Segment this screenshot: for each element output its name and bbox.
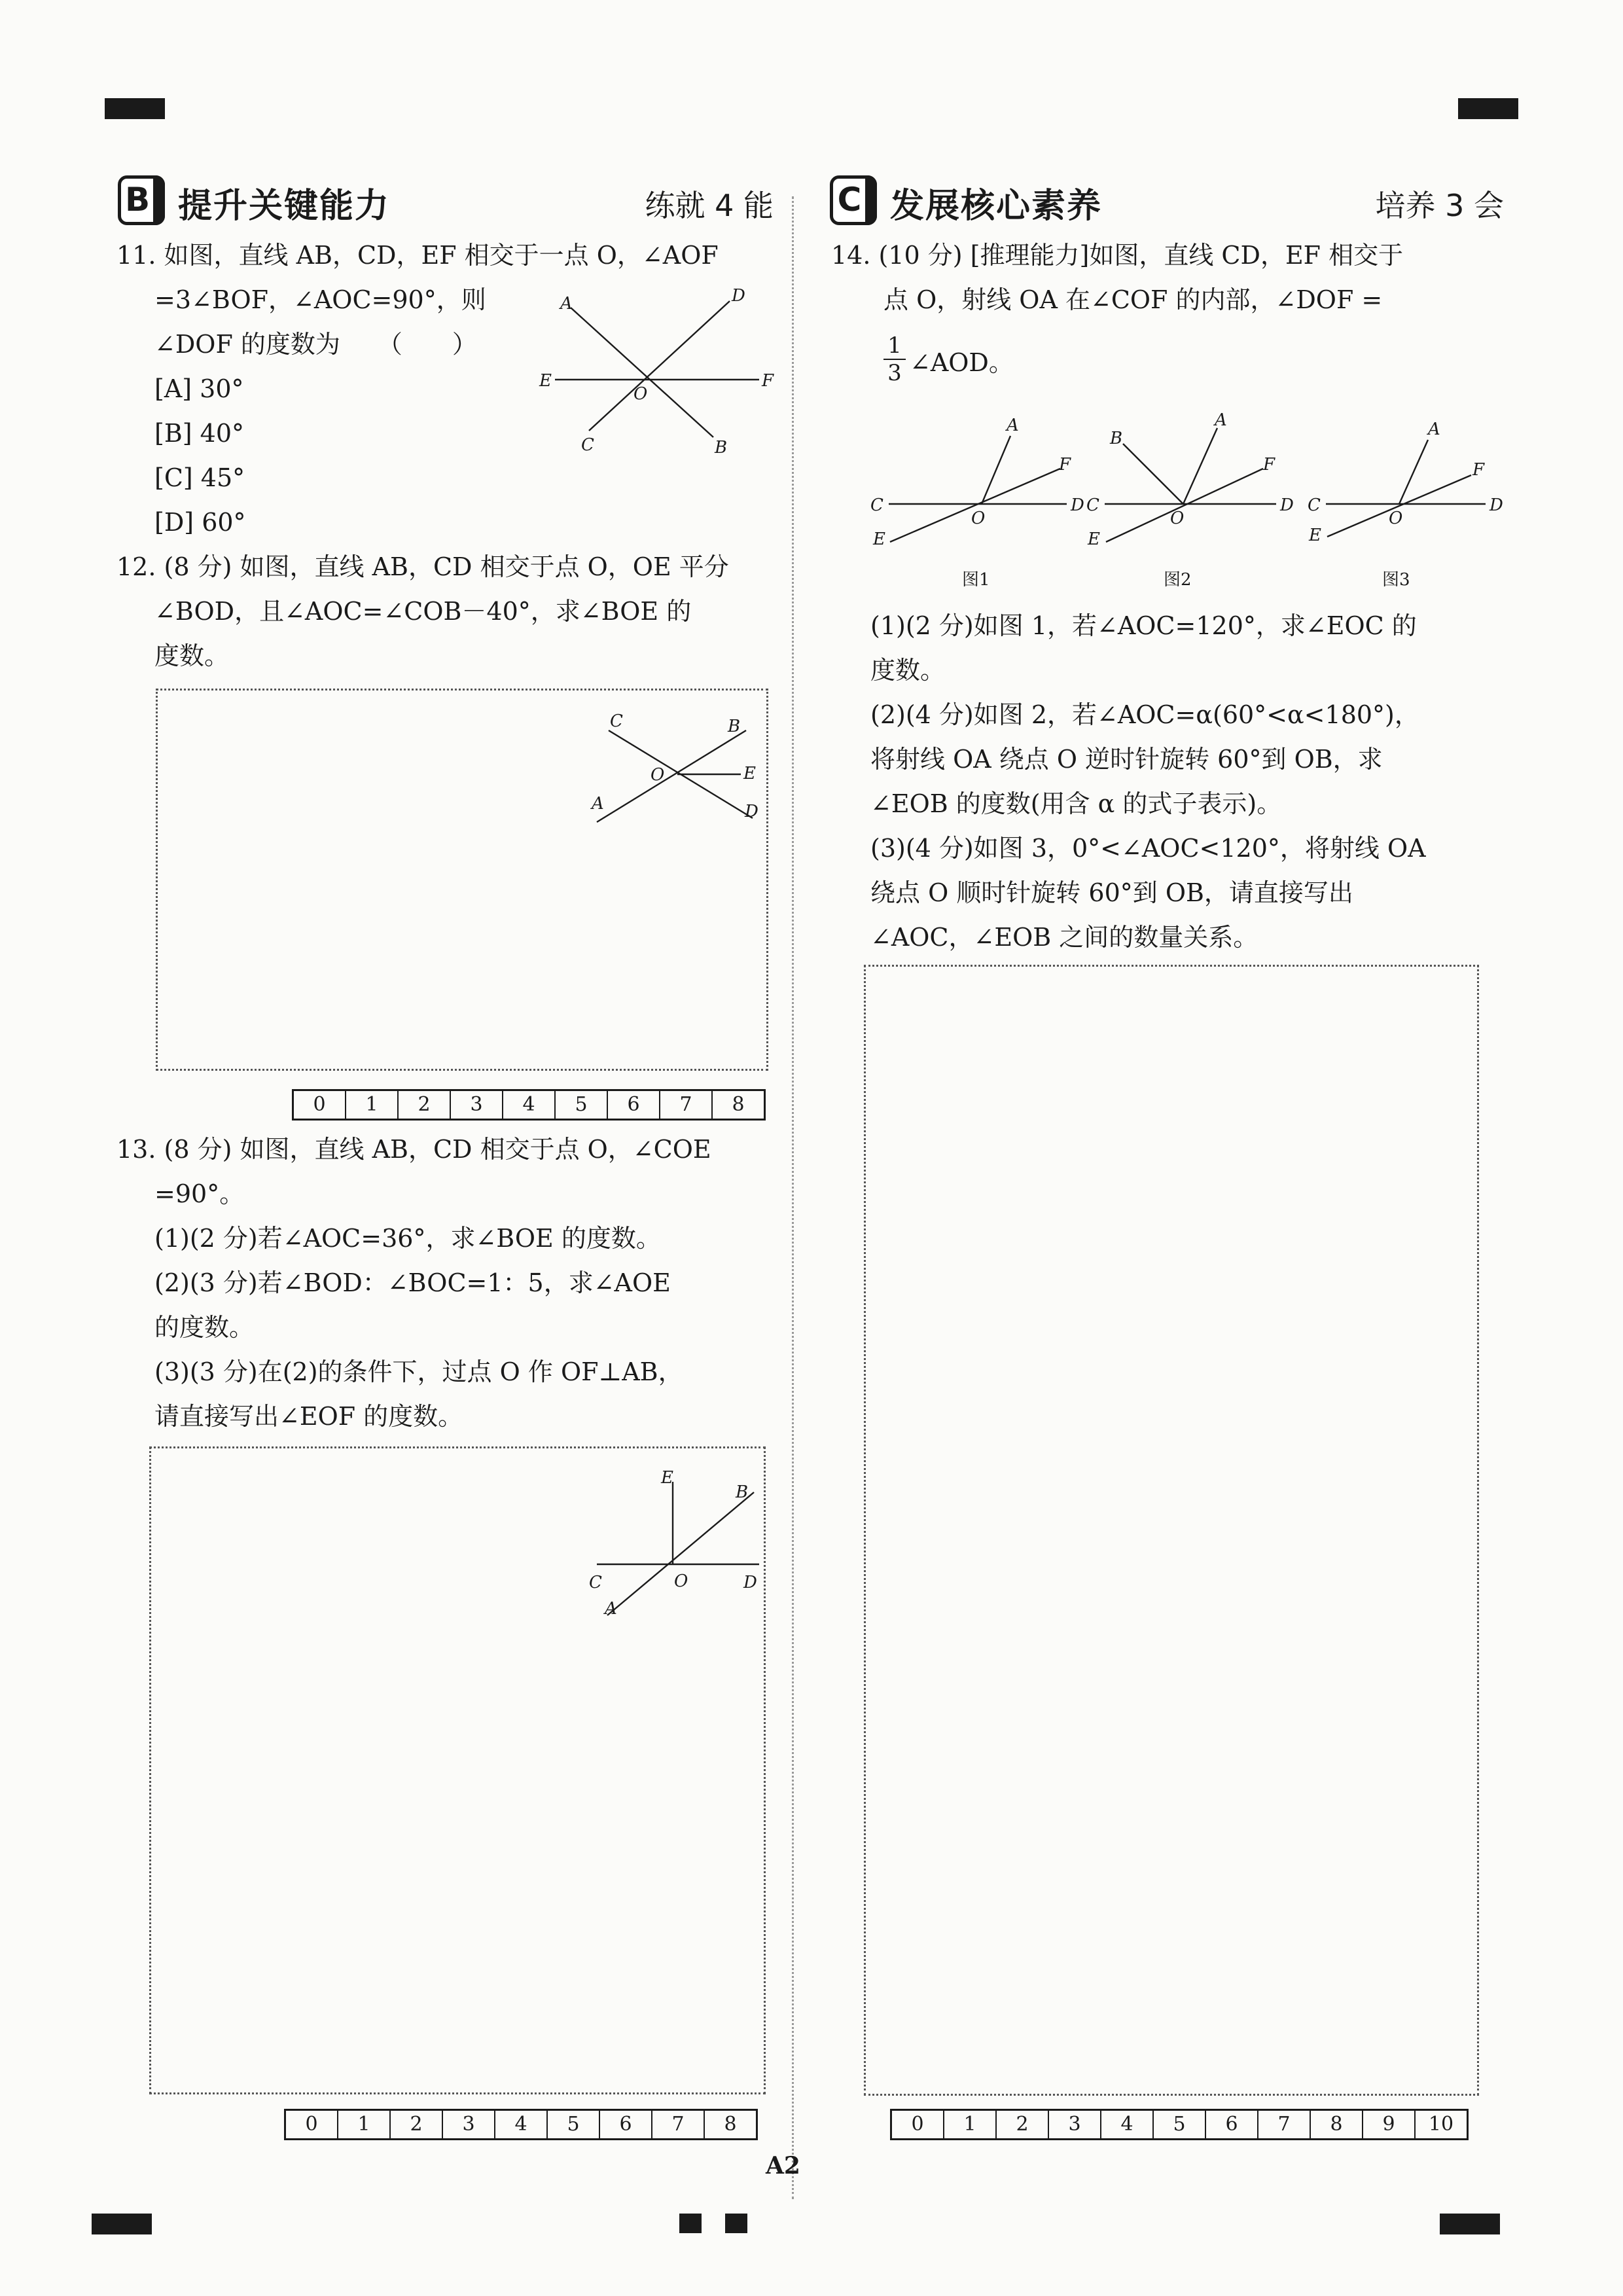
q14-f1-label-a: A bbox=[1007, 416, 1019, 435]
q14-f2-label-f: F bbox=[1263, 455, 1275, 475]
q14-f3-label-c: C bbox=[1308, 495, 1321, 515]
q14-f1-label-e: E bbox=[873, 529, 885, 549]
q14-line-3: ∠AOD。 bbox=[910, 348, 1014, 377]
q14-f2-label-b: B bbox=[1110, 429, 1123, 448]
q14-figure-3-caption: 图3 bbox=[1382, 570, 1410, 590]
score-cell[interactable]: 3 bbox=[443, 2111, 495, 2138]
q11-label-f: F bbox=[762, 371, 774, 391]
q14-line-1: 14. (10 分) [推理能力]如图，直线 CD，EF 相交于 bbox=[831, 241, 1404, 270]
score-cell[interactable]: 4 bbox=[1101, 2111, 1154, 2138]
q14-f1-label-c: C bbox=[870, 495, 883, 515]
q13-line-7: 请直接写出∠EOF 的度数。 bbox=[154, 1402, 463, 1431]
score-cell[interactable]: 8 bbox=[732, 1093, 745, 1116]
q14-f1-label-d: D bbox=[1071, 495, 1084, 515]
q14-f3-label-o: O bbox=[1389, 509, 1403, 528]
q14-f3-label-e: E bbox=[1309, 526, 1321, 545]
registration-mark-bottom-center-2 bbox=[725, 2214, 747, 2233]
q11-figure bbox=[537, 281, 779, 458]
score-cell[interactable]: 7 bbox=[652, 2111, 705, 2138]
section-b-badge: B bbox=[118, 175, 165, 225]
q13-line-2: =90°。 bbox=[154, 1179, 245, 1208]
q14-f2-label-e: E bbox=[1088, 529, 1100, 549]
q14-answer-area[interactable] bbox=[864, 965, 1479, 2096]
q11-option-d: [D] 60° bbox=[154, 508, 246, 537]
score-cell[interactable]: 8 bbox=[724, 2113, 737, 2136]
q13-line-1: 13. (8 分) 如图，直线 AB，CD 相交于点 O，∠COE bbox=[116, 1135, 711, 1164]
q13-score-scale[interactable] bbox=[284, 2109, 758, 2140]
section-c-header bbox=[830, 175, 1504, 228]
section-b-title: 提升关键能力 bbox=[178, 187, 391, 226]
column-divider bbox=[792, 196, 794, 2199]
q14-f3-label-f: F bbox=[1472, 460, 1485, 480]
q11-line-2: =3∠BOF，∠AOC=90°，则 bbox=[154, 285, 486, 314]
score-cell[interactable]: 0 bbox=[294, 1091, 346, 1119]
q14-f2-label-a: A bbox=[1215, 412, 1227, 430]
score-cell[interactable]: 4 bbox=[503, 1091, 556, 1119]
score-cell[interactable]: 8 bbox=[1311, 2111, 1363, 2138]
score-cell[interactable]: 3 bbox=[1049, 2111, 1101, 2138]
score-cell[interactable]: 7 bbox=[660, 1091, 713, 1119]
score-cell[interactable]: 6 bbox=[600, 2111, 652, 2138]
q13-label-o: O bbox=[674, 1571, 688, 1591]
registration-mark-top-right bbox=[1458, 98, 1518, 119]
q14-f1-label-o: O bbox=[971, 509, 986, 528]
registration-mark-bottom-left bbox=[92, 2214, 152, 2234]
page-number: A2 bbox=[766, 2152, 800, 2179]
q11-label-o: O bbox=[633, 384, 648, 404]
registration-mark-top-left bbox=[105, 98, 165, 119]
section-b-header bbox=[118, 175, 774, 228]
q12-label-b: B bbox=[728, 717, 741, 736]
q14-f2-label-c: C bbox=[1086, 495, 1099, 515]
q13-line-4: (2)(3 分)若∠BOD：∠BOC=1：5，求∠AOE bbox=[154, 1268, 671, 1297]
score-cell[interactable]: 5 bbox=[548, 2111, 600, 2138]
registration-mark-bottom-right bbox=[1440, 2214, 1500, 2234]
q11-label-b: B bbox=[715, 438, 728, 457]
q11-label-c: C bbox=[581, 435, 594, 455]
q14-f3-label-d: D bbox=[1489, 495, 1503, 515]
q14-fraction bbox=[883, 332, 906, 386]
q13-figure bbox=[582, 1460, 772, 1630]
q14-score-scale[interactable] bbox=[890, 2109, 1469, 2140]
score-cell[interactable]: 1 bbox=[944, 2111, 997, 2138]
q13-line-5: 的度数。 bbox=[154, 1313, 255, 1342]
registration-mark-bottom-center-1 bbox=[679, 2214, 702, 2233]
q11-line-3: ∠DOF 的度数为 （ ） bbox=[154, 330, 477, 359]
q11-line-1: 11. 如图，直线 AB，CD，EF 相交于一点 O，∠AOF bbox=[116, 241, 719, 270]
score-cell[interactable]: 5 bbox=[556, 1091, 608, 1119]
q14-fraction-numerator: 1 bbox=[883, 332, 906, 360]
score-cell[interactable]: 1 bbox=[338, 2111, 391, 2138]
score-cell[interactable]: 0 bbox=[892, 2111, 944, 2138]
q14-part-2a: (2)(4 分)如图 2，若∠AOC=α(60°<α<180°)， bbox=[870, 700, 1419, 729]
q12-line-1: 12. (8 分) 如图，直线 AB，CD 相交于点 O，OE 平分 bbox=[116, 552, 729, 581]
q12-label-c: C bbox=[610, 711, 623, 731]
q14-figure-2 bbox=[1086, 412, 1302, 596]
q13-label-c: C bbox=[589, 1573, 602, 1592]
q13-label-e: E bbox=[661, 1468, 673, 1488]
q14-f2-label-d: D bbox=[1280, 495, 1294, 515]
q14-f2-label-o: O bbox=[1170, 509, 1185, 528]
q14-figure-2-caption: 图2 bbox=[1164, 570, 1192, 590]
q12-line-2: ∠BOD，且∠AOC=∠COB－40°，求∠BOE 的 bbox=[154, 597, 692, 626]
q12-score-scale[interactable] bbox=[292, 1089, 766, 1121]
section-b-tag: 练就 4 能 bbox=[645, 188, 774, 223]
q13-line-3: (1)(2 分)若∠AOC=36°，求∠BOE 的度数。 bbox=[154, 1224, 661, 1253]
q14-fraction-denominator: 3 bbox=[887, 360, 902, 386]
score-cell[interactable]: 3 bbox=[451, 1091, 503, 1119]
section-c-title: 发展核心素养 bbox=[890, 187, 1103, 226]
score-cell[interactable]: 6 bbox=[1206, 2111, 1258, 2138]
score-cell[interactable]: 9 bbox=[1363, 2111, 1416, 2138]
q14-figure-3 bbox=[1308, 412, 1504, 596]
q14-figure-1 bbox=[870, 412, 1086, 596]
q14-part-2c: ∠EOB 的度数(用含 α 的式子表示)。 bbox=[870, 789, 1282, 818]
score-cell[interactable]: 0 bbox=[286, 2111, 338, 2138]
q12-label-d: D bbox=[745, 802, 758, 821]
score-cell[interactable]: 2 bbox=[997, 2111, 1049, 2138]
q11-label-e: E bbox=[539, 371, 552, 391]
score-cell[interactable]: 5 bbox=[1154, 2111, 1206, 2138]
q11-option-a: [A] 30° bbox=[154, 374, 244, 403]
q13-line-6: (3)(3 分)在(2)的条件下，过点 O 作 OF⊥AB， bbox=[154, 1357, 683, 1386]
q11-option-c: [C] 45° bbox=[154, 463, 245, 492]
score-cell[interactable]: 7 bbox=[1258, 2111, 1311, 2138]
q12-line-3: 度数。 bbox=[154, 641, 230, 670]
q14-part-2b: 将射线 OA 绕点 O 逆时针旋转 60°到 OB，求 bbox=[870, 745, 1383, 774]
section-c-tag: 培养 3 会 bbox=[1375, 188, 1504, 223]
q14-part-3c: ∠AOC，∠EOB 之间的数量关系。 bbox=[870, 923, 1258, 952]
q14-line-2: 点 O，射线 OA 在∠COF 的内部，∠DOF = bbox=[883, 285, 1383, 314]
q14-part-1a: (1)(2 分)如图 1，若∠AOC=120°，求∠EOC 的 bbox=[870, 611, 1417, 640]
score-cell[interactable]: 1 bbox=[346, 1091, 399, 1119]
score-cell[interactable]: 6 bbox=[608, 1091, 660, 1119]
q14-part-3a: (3)(4 分)如图 3，0°<∠AOC<120°，将射线 OA bbox=[870, 834, 1426, 863]
score-cell[interactable]: 2 bbox=[399, 1091, 451, 1119]
q13-label-b: B bbox=[736, 1482, 749, 1502]
q14-part-3b: 绕点 O 顺时针旋转 60°到 OB，请直接写出 bbox=[870, 878, 1353, 907]
q13-label-a: A bbox=[605, 1599, 617, 1619]
score-cell[interactable]: 4 bbox=[495, 2111, 548, 2138]
q11-label-d: D bbox=[732, 286, 745, 306]
q11-option-b: [B] 40° bbox=[154, 419, 245, 448]
q12-label-e: E bbox=[743, 764, 756, 783]
q14-f3-label-a: A bbox=[1428, 420, 1440, 439]
score-cell[interactable]: 2 bbox=[391, 2111, 443, 2138]
score-cell[interactable]: 10 bbox=[1428, 2113, 1454, 2136]
q12-figure bbox=[589, 707, 772, 838]
q13-label-d: D bbox=[743, 1573, 757, 1592]
q12-label-a: A bbox=[592, 794, 604, 814]
q12-label-o: O bbox=[651, 765, 665, 785]
q14-part-1b: 度数。 bbox=[870, 656, 946, 685]
q14-f1-label-f: F bbox=[1059, 455, 1071, 475]
section-c-badge: C bbox=[830, 175, 877, 225]
q14-figure-1-caption: 图1 bbox=[962, 570, 990, 590]
q11-label-a: A bbox=[560, 294, 573, 314]
